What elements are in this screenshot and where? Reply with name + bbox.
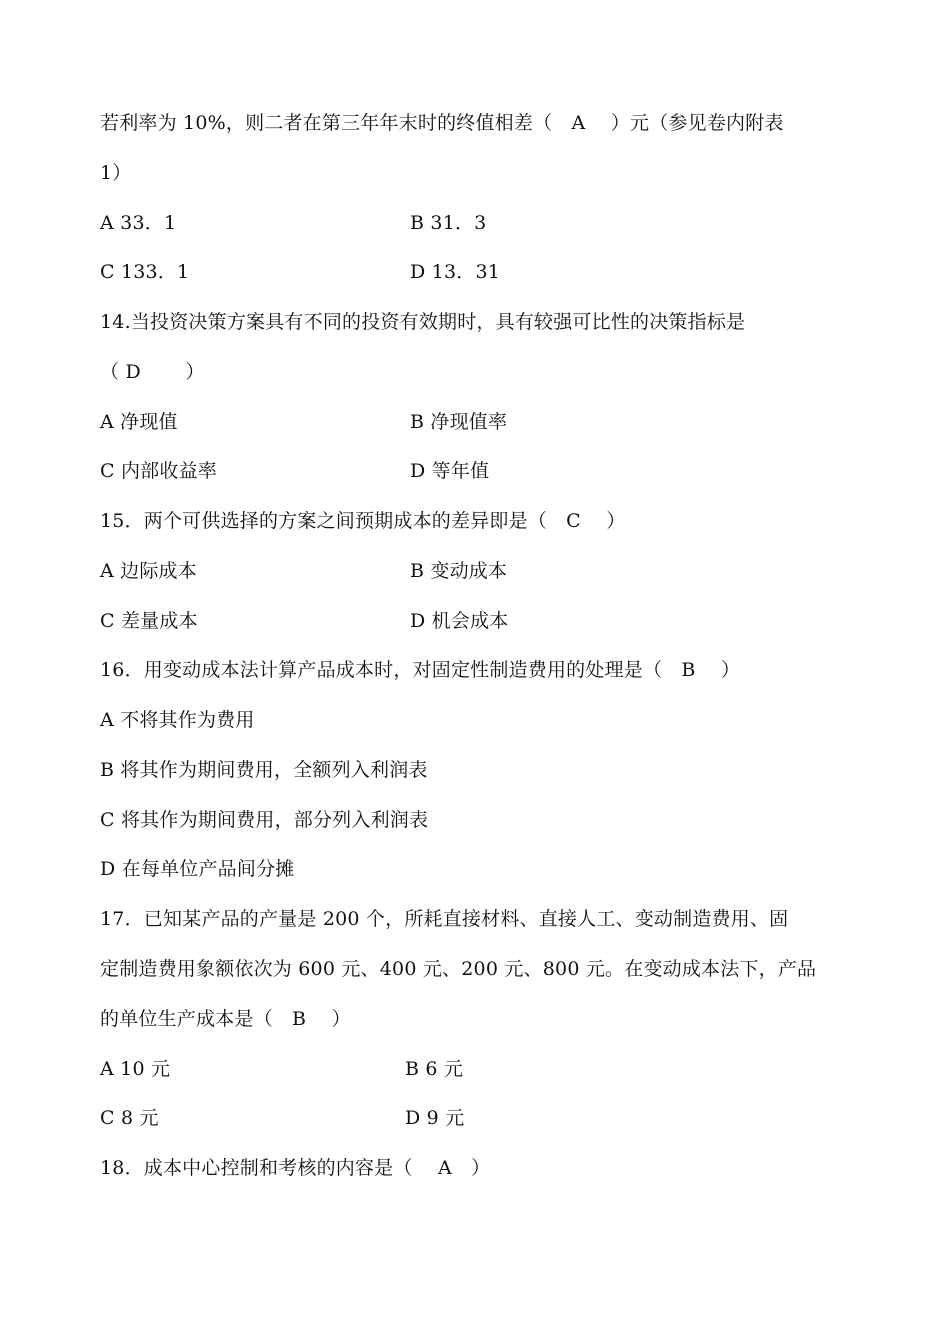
q14-option-d: D 等年值 (410, 460, 490, 482)
q17-option-a: A 10 元 (100, 1058, 171, 1080)
q17-option-d: D 9 元 (405, 1107, 465, 1129)
q13-option-b: B 31．3 (410, 212, 487, 234)
q14-option-b: B 净现值率 (410, 411, 508, 433)
q15-option-c: C 差量成本 (100, 610, 198, 632)
q16-option-c: C 将其作为期间费用，部分列入利润表 (100, 809, 429, 831)
q16-option-a: A 不将其作为费用 (100, 709, 255, 731)
q13-text-line-1: 若利率为 10%，则二者在第三年年末时的终值相差（ A ）元（参见卷内附表 (100, 112, 784, 134)
q17-text-line-3: 的单位生产成本是（ B ） (100, 1008, 351, 1030)
q17-text-line-2: 定制造费用象额依次为 600 元、400 元、200 元、800 元。在变动成本法下，产品 (100, 958, 817, 980)
q18-text-line-1: 18．成本中心控制和考核的内容是（ A ） (100, 1157, 491, 1179)
q17-option-c: C 8 元 (100, 1107, 159, 1129)
q15-text-line-1: 15．两个可供选择的方案之间预期成本的差异即是（ C ） (100, 510, 626, 532)
q13-option-a: A 33．1 (100, 212, 177, 234)
q14-text-line-1: 14.当投资决策方案具有不同的投资有效期时，具有较强可比性的决策指标是 (100, 311, 746, 333)
q14-text-line-2: （ D ） (100, 361, 205, 383)
q16-text-line-1: 16．用变动成本法计算产品成本时，对固定性制造费用的处理是（ B ） (100, 659, 741, 681)
q15-option-d: D 机会成本 (410, 610, 509, 632)
q16-option-b: B 将其作为期间费用，全额列入利润表 (100, 759, 428, 781)
q17-option-b: B 6 元 (405, 1058, 464, 1080)
q14-option-c: C 内部收益率 (100, 460, 217, 482)
q15-option-b: B 变动成本 (410, 560, 508, 582)
q13-option-d: D 13．31 (410, 261, 501, 283)
q14-option-a: A 净现值 (100, 411, 178, 433)
q15-option-a: A 边际成本 (100, 560, 197, 582)
q17-text-line-1: 17．已知某产品的产量是 200 个，所耗直接材料、直接人工、变动制造费用、固 (100, 908, 789, 930)
q13-text-line-2: 1） (100, 162, 132, 184)
q13-option-c: C 133．1 (100, 261, 190, 283)
q16-option-d: D 在每单位产品间分摊 (100, 858, 295, 880)
